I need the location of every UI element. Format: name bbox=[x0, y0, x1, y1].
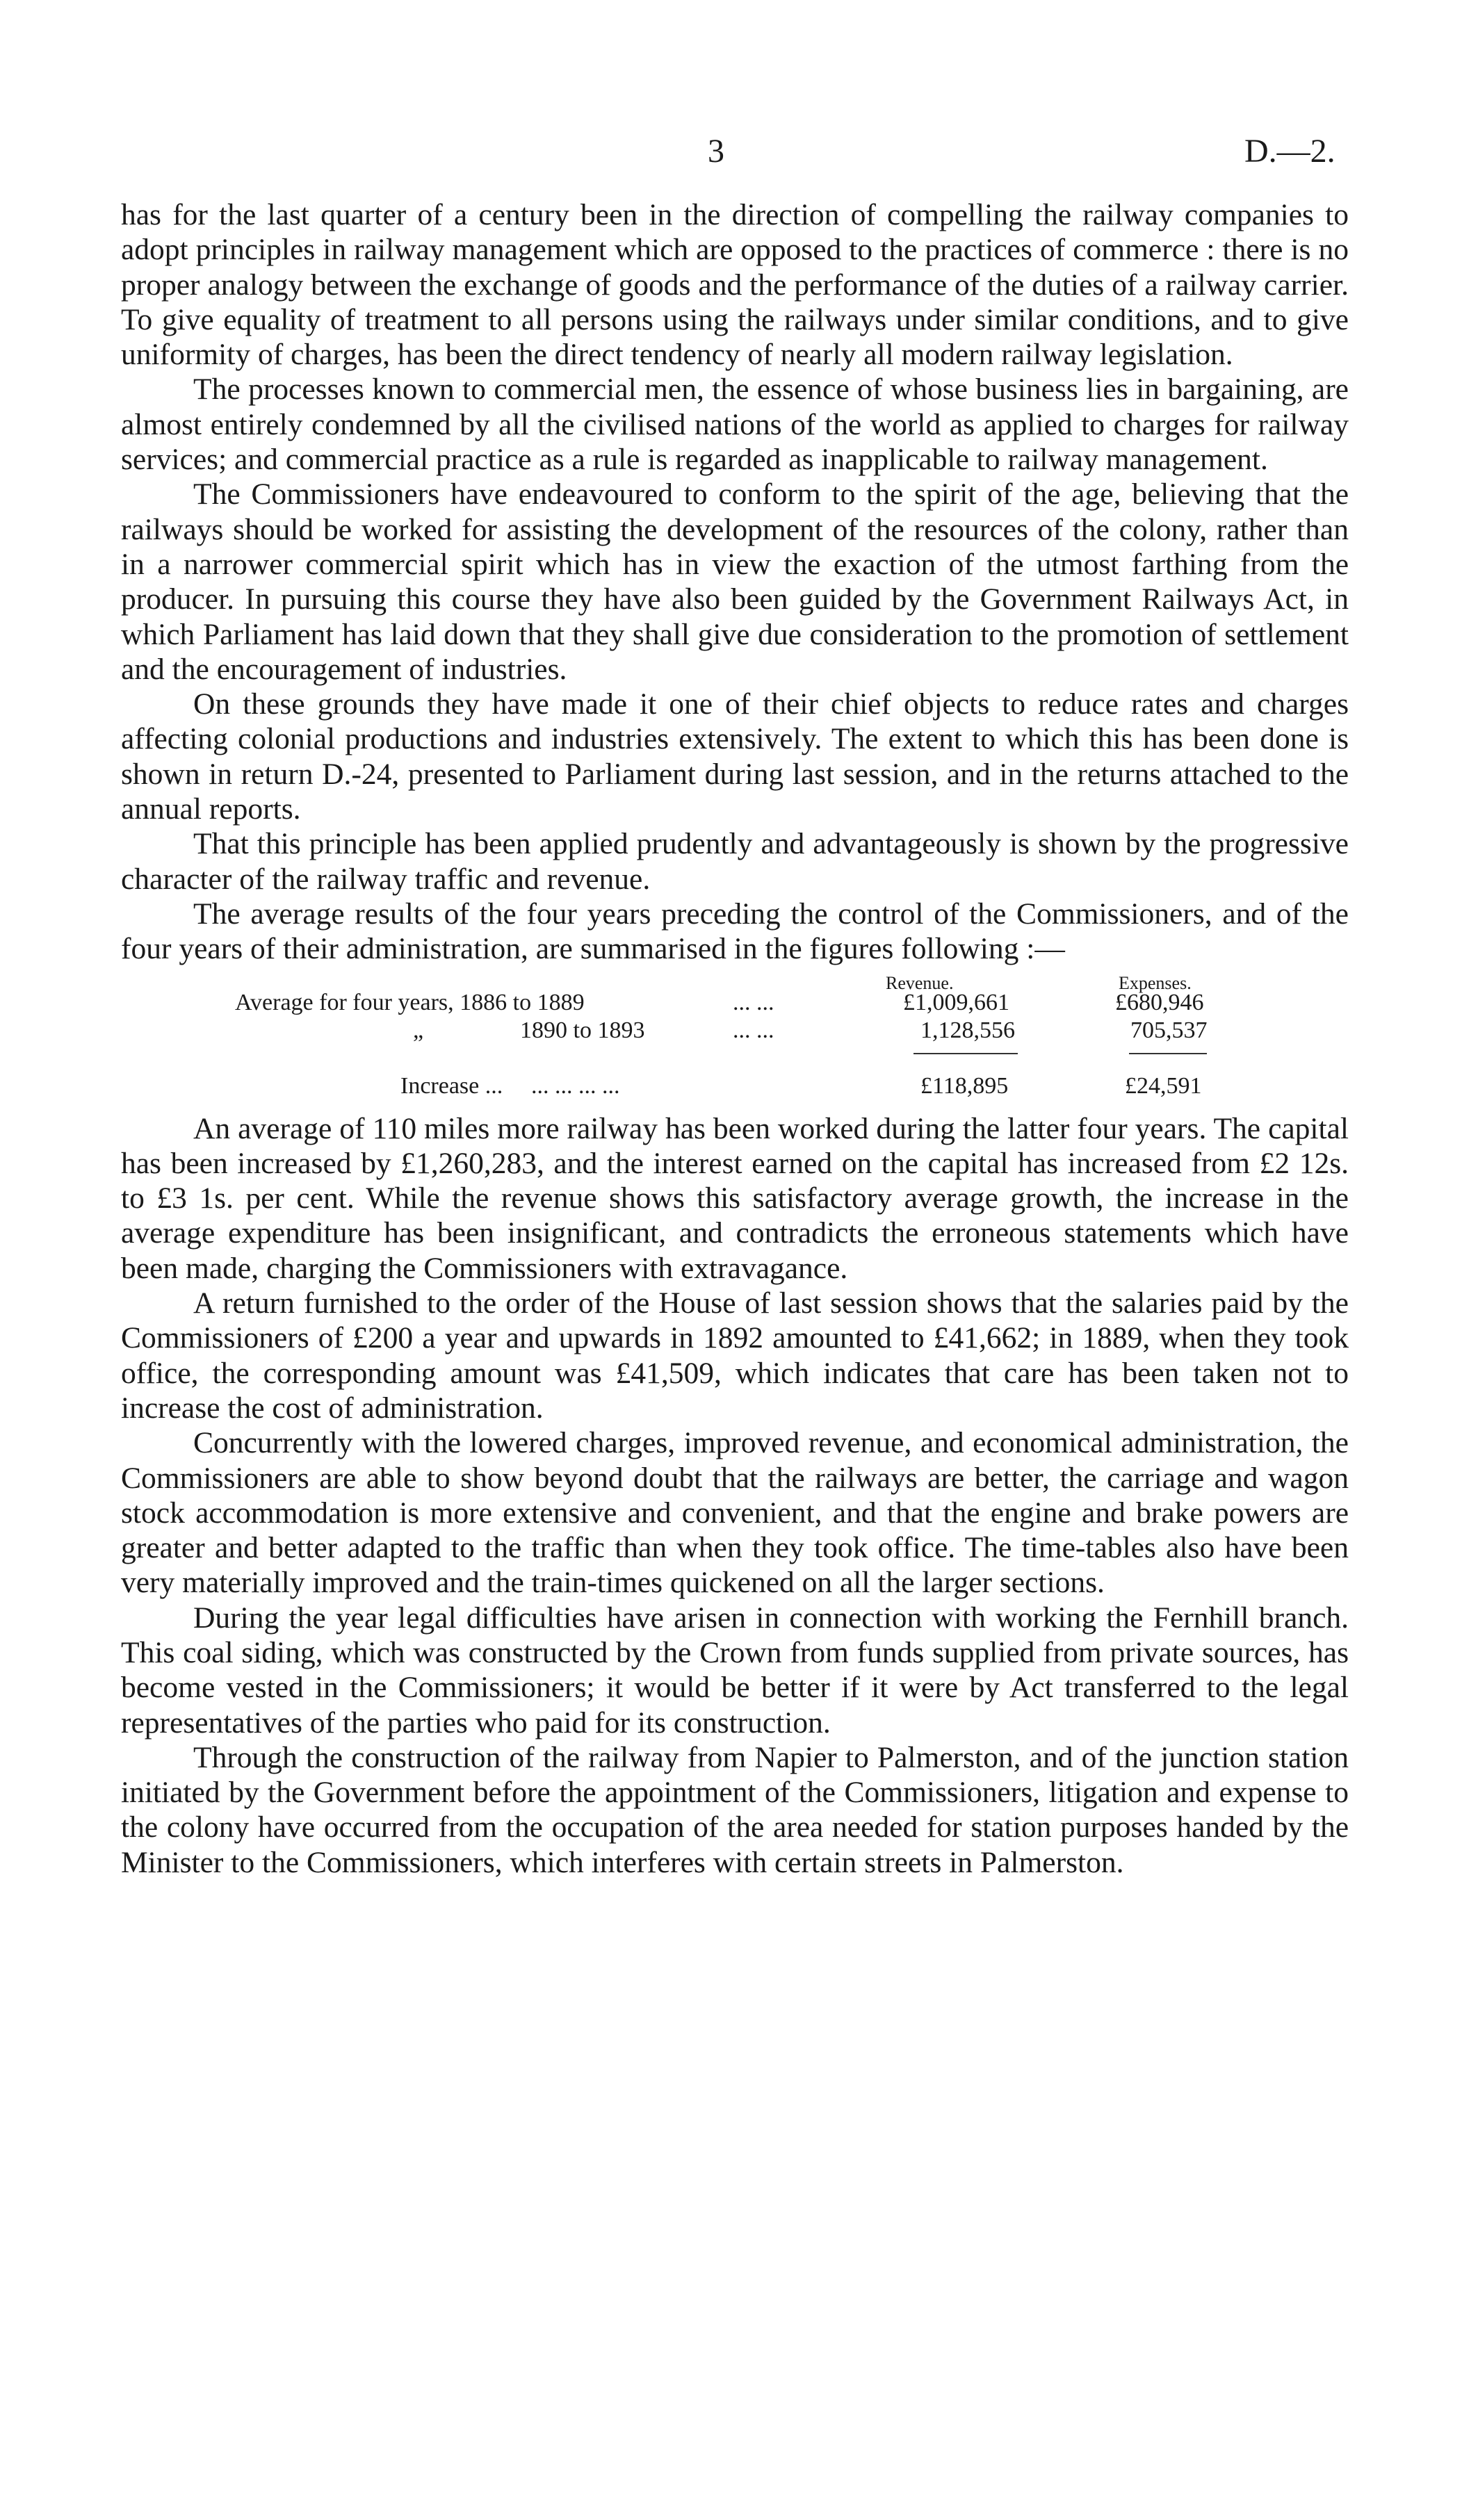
total-expenses: £24,591 bbox=[1125, 1072, 1202, 1099]
document-reference: D.—2. bbox=[1244, 133, 1335, 170]
row-expenses: 705,537 bbox=[1130, 1017, 1208, 1043]
row-dots: ... ... bbox=[733, 989, 774, 1015]
revenue-expenses-table bbox=[121, 967, 1349, 1111]
paragraph: During the year legal difficulties have arisen in connection with working the Fernhill branch. This coal siding, which was constructed by the Crown from funds supplied from private sources, has become vested in the Commissioners; it would be better if it were by Act transferred to the legal representatives of the parties who paid for its construction. bbox=[121, 1601, 1349, 1740]
paragraph: That this principle has been applied prudently and advantageously is shown by the progressive character of the railway traffic and revenue. bbox=[121, 827, 1349, 896]
column-header-revenue: Revenue. bbox=[886, 972, 954, 993]
sum-rule bbox=[913, 1053, 1018, 1054]
row-label: 1890 to 1893 bbox=[520, 1017, 645, 1043]
row-revenue: £1,009,661 bbox=[903, 989, 1009, 1015]
row-revenue: 1,128,556 bbox=[920, 1017, 1015, 1043]
paragraph: On these grounds they have made it one of their chief objects to reduce rates and charges affecting colonial productions and industries extensively. The extent to which this has been done is shown in return D.-24, presented to Parliament during last session, and in the returns attached to the annual reports. bbox=[121, 687, 1349, 826]
total-dots: ... ... ... ... bbox=[531, 1072, 620, 1099]
paragraph: A return furnished to the order of the House of last session shows that the salaries paid by the Commissioners of £200 a year and upwards in 1892 amounted to £41,662; in 1889, when they took office, the corresponding amount was £41,509, which indicates that care has been taken not to increase the cost of administration. bbox=[121, 1286, 1349, 1425]
paragraph: The Commissioners have endeavoured to conform to the spirit of the age, believing that the railways should be worked for assisting the development of the resources of the colony, rather than in a narrower commercial spirit which has in view the exaction of the utmost farthing from the producer. In pursuing this course they have also been guided by the Government Railways Act, in which Parliament has laid down that they shall give due consideration to the promotion of settlement and the encouragement of industries. bbox=[121, 477, 1349, 686]
body-text bbox=[121, 197, 1349, 1880]
paragraph: Through the construction of the railway from Napier to Palmerston, and of the junction station initiated by the Government before the appointment of the Commissioners, litigation and expense to the colony have occurred from the occupation of the area needed for station purposes handed by the Minister to the Commissioners, which interferes with certain streets in Palmerston. bbox=[121, 1740, 1349, 1879]
total-label: Increase ... bbox=[400, 1072, 503, 1099]
total-revenue: £118,895 bbox=[920, 1072, 1009, 1099]
column-header-expenses: Expenses. bbox=[1119, 972, 1192, 993]
paragraph: Concurrently with the lowered charges, improved revenue, and economical administration, the Commissioners are able to show beyond doubt that the railways are better, the carriage and wagon stock accommodation is more extensive and convenient, and that the engine and brake powers are greater and better adapted to the traffic than when they took office. The time-tables also have been very materially improved and the train-times quickened on all the larger sections. bbox=[121, 1426, 1349, 1600]
paragraph: The processes known to commercial men, the essence of whose business lies in bargaining, are almost entirely condemned by all the civilised nations of the world as applied to charges for railway services; and commercial practice as a rule is regarded as inapplicable to railway management. bbox=[121, 373, 1349, 477]
sum-rule bbox=[1129, 1053, 1207, 1054]
paragraph: has for the last quarter of a century been in the direction of compelling the railway companies to adopt principles in railway management which are opposed to the practices of commerce : there is no proper analogy between the exchange of goods and the performance of the duties of a railway carrier. To give equality of treatment to all persons using the railways under similar conditions, and to give uniformity of charges, has been the direct tendency of nearly all modern railway legislation. bbox=[121, 198, 1349, 372]
paragraph: An average of 110 miles more railway has been worked during the latter four years. The capital has been increased by £1,260,283, and the interest earned on the capital has increased from £2 12s. to £3 1s. per cent. While the revenue shows this satisfactory average growth, the increase in the average expenditure has been insignificant, and contradicts the erroneous statements which have been made, charging the Commissioners with extravagance. bbox=[121, 1111, 1349, 1285]
ditto-mark: „ bbox=[413, 1017, 424, 1043]
paragraph: The average results of the four years preceding the control of the Commissioners, and of the four years of their administration, are summarised in the figures following :— bbox=[121, 897, 1349, 966]
page-number: 3 bbox=[708, 133, 724, 170]
row-expenses: £680,946 bbox=[1115, 989, 1204, 1015]
row-label: Average for four years, 1886 to 1889 bbox=[235, 989, 585, 1015]
row-dots: ... ... bbox=[733, 1017, 774, 1043]
